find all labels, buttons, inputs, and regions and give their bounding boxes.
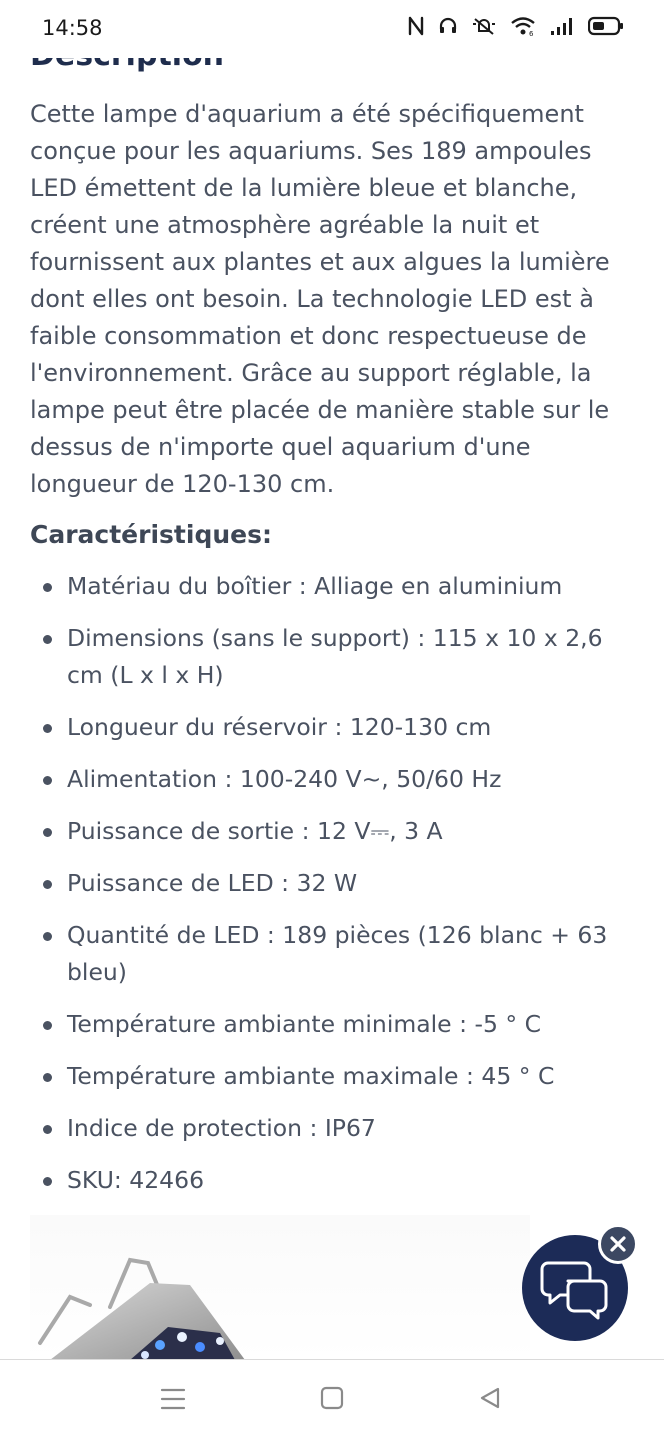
list-item: Température ambiante maximale : 45 ° C (30, 1058, 630, 1095)
close-icon (608, 1234, 628, 1258)
characteristics-heading: Caractéristiques: (30, 520, 272, 549)
characteristics-list (30, 568, 630, 1214)
description-text: Cette lampe d'aquarium a été spécifiquement conçue pour les aquariums. Ses 189 ampoules LED émettent de la lumière bleue et blanche, créent une atmosphère agréable la nuit et fournissent aux plantes et aux algues la lumière dont elles ont besoin. La technologie LED est à faible consommation et donc respectueuse de l'environnement. Grâce au support réglable, la lampe peut être placée de manière stable sur le dessus de n'importe quel aquarium d'une longueur de 120-130 cm. (30, 100, 610, 498)
silent-icon (472, 16, 496, 40)
battery-icon (588, 16, 624, 40)
list-item: Puissance de LED : 32 W (30, 865, 630, 902)
list-item: Alimentation : 100-240 V~, 50/60 Hz (30, 761, 630, 798)
home-square-icon[interactable] (320, 1386, 344, 1414)
back-triangle-icon[interactable] (478, 1386, 502, 1414)
chat-bubbles-icon (540, 1255, 610, 1325)
list-item: Longueur du réservoir : 120-130 cm (30, 709, 630, 746)
list-item: SKU: 42466 (30, 1162, 630, 1199)
status-time: 14:58 (42, 16, 103, 40)
list-item: Quantité de LED : 189 pièces (126 blanc + 63 bleu) (30, 917, 630, 991)
nfc-icon (408, 16, 424, 40)
list-item: Matériau du boîtier : Alliage en aluminium (30, 568, 630, 605)
system-nav-bar (0, 1359, 664, 1439)
status-icons (408, 16, 624, 40)
list-item: Dimensions (sans le support) : 115 x 10 x 2,6 cm (L x l x H) (30, 620, 630, 694)
product-image[interactable] (30, 1215, 530, 1360)
headset-icon (438, 16, 458, 40)
list-item: Température ambiante minimale : -5 ° C (30, 1006, 630, 1043)
close-chat-button[interactable] (598, 1224, 638, 1264)
svg-text:6: 6 (529, 30, 534, 36)
wifi-icon (510, 16, 536, 40)
signal-icon (550, 16, 574, 40)
list-item: Puissance de sortie : 12 V⎓, 3 A (30, 813, 630, 850)
menu-icon[interactable] (160, 1387, 186, 1415)
status-bar (0, 0, 664, 58)
list-item: Indice de protection : IP67 (30, 1110, 630, 1147)
